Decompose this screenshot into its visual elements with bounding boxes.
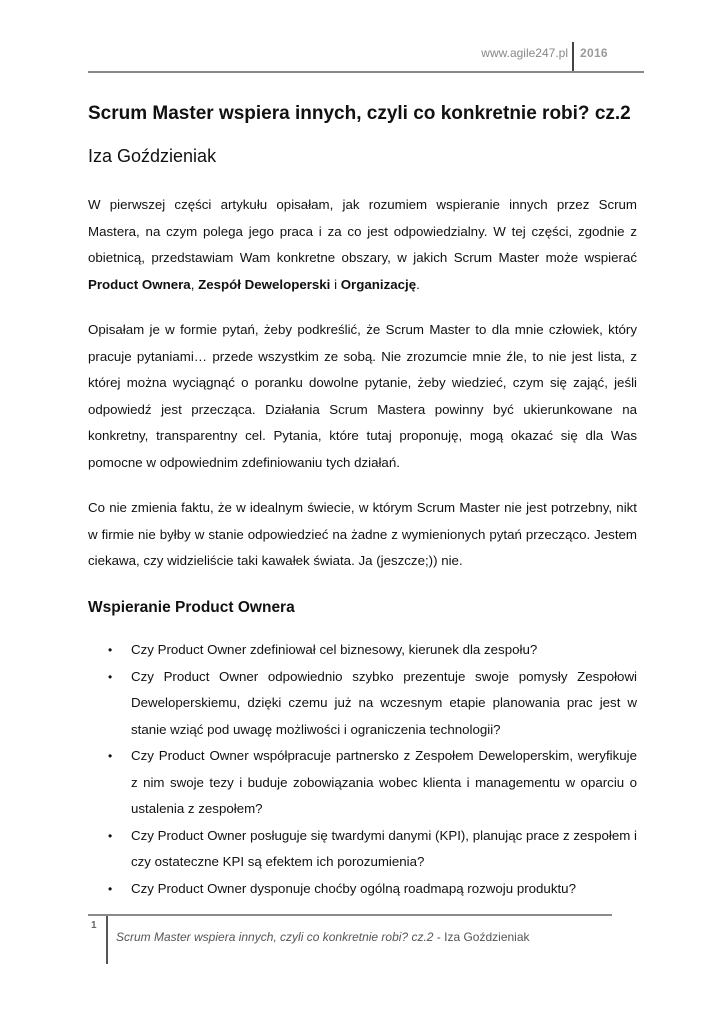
list-item xyxy=(88,876,637,903)
list-item xyxy=(88,823,637,876)
bullet-icon: • xyxy=(108,669,113,684)
footer-divider xyxy=(106,916,108,964)
bold-organization: Organizację xyxy=(340,276,417,292)
list-item xyxy=(88,743,637,823)
header-year: 2016 xyxy=(580,46,608,60)
footer-separator: - xyxy=(433,930,445,944)
bold-dev-team: Zespół Deweloperski xyxy=(198,276,331,292)
list-item xyxy=(88,664,637,744)
page-number: 1 xyxy=(91,920,97,931)
bullet-icon: • xyxy=(108,749,113,763)
document-title: Scrum Master wspiera innych, czyli co konkretnie robi? cz.2 xyxy=(88,103,631,124)
bullet-icon: • xyxy=(108,643,113,657)
separator: i xyxy=(330,276,341,292)
list-item xyxy=(88,637,637,664)
section-heading: Wspieranie Product Ownera xyxy=(88,598,295,616)
bullet-icon: • xyxy=(108,828,113,843)
footer-title: Scrum Master wspiera innych, czyli co konkretnie robi? cz.2 xyxy=(116,930,434,944)
footer-author: Iza Goździeniak xyxy=(444,930,530,944)
paragraph-intro xyxy=(88,192,637,298)
sentence-end: . xyxy=(416,276,420,292)
paragraph-intro-text: W pierwszej części artykułu opisałam, jak rozumiem wspieranie innych przez Scrum Mastera, na czym polega jego praca i za co jest odpowiedzialny. W tej części, zgodnie z obietnicą, przedstawiam Wam konkretne obszary, w jakich Scrum Master może wspierać xyxy=(88,197,637,265)
list-item-text: Czy Product Owner dysponuje choćby ogólną roadmapą rozwoju produktu? xyxy=(131,880,576,896)
list-item-text: Czy Product Owner zdefiniował cel biznesowy, kierunek dla zespołu? xyxy=(131,642,538,657)
footer-caption xyxy=(116,930,530,944)
bullet-icon: • xyxy=(108,881,113,896)
separator: , xyxy=(190,276,199,292)
bold-product-owner: Product Ownera xyxy=(88,276,191,292)
header-site-url: www.agile247.pl xyxy=(481,46,568,60)
list-item-text: Czy Product Owner odpowiednio szybko prezentuje swoje pomysły Zespołowi Deweloperskiemu, dzięki czemu już na wczesnym etapie planowania prac jest w stanie wziąć pod uwagę możliwości i ograniczenia technologii? xyxy=(131,668,637,737)
paragraph-questions: Opisałam je w formie pytań, żeby podkreślić, że Scrum Master to dla mnie człowiek, który pracuje pytaniami… przede wszystkim ze sobą. Nie zrozumcie mnie źle, to nie jest lista, z której można wyciągnąć o poranku dowolne pytanie, żeby wiedzieć, czym się zająć, jeśli odpowiedź jest przecząca. Działania Scrum Mastera powinny być ukierunkowane na konkretny, transparentny cel. Pytania, które tutaj proponuję, mogą okazać się dla Was pomocne w odpowiednim zdefiniowaniu tych działań. xyxy=(88,322,637,470)
footer-rule xyxy=(88,914,612,916)
list-item-text: Czy Product Owner współpracuje partnersko z Zespołem Deweloperskim, weryfikuje z nim swoje tezy i buduje zobowiązania wobec klienta i managementu w oparciu o ustalenia z zespołem? xyxy=(131,748,637,816)
header-rule xyxy=(88,71,644,73)
document-body xyxy=(88,192,637,902)
list-item-text: Czy Product Owner posługuje się twardymi danymi (KPI), planując prace z zespołem i czy ostateczne KPI są efektem ich porozumienia? xyxy=(131,827,637,869)
paragraph-ideal-world: Co nie zmienia faktu, że w idealnym świecie, w którym Scrum Master nie jest potrzebny, nikt w firmie nie byłby w stanie odpowiedzieć na żadne z wymienionych pytań przecząco. Jestem ciekawa, czy widzieliście taki kawałek świata. Ja (jeszcze;)) nie. xyxy=(88,500,637,568)
document-author: Iza Goździeniak xyxy=(88,146,217,166)
header-divider xyxy=(572,42,574,72)
question-list xyxy=(88,637,637,902)
